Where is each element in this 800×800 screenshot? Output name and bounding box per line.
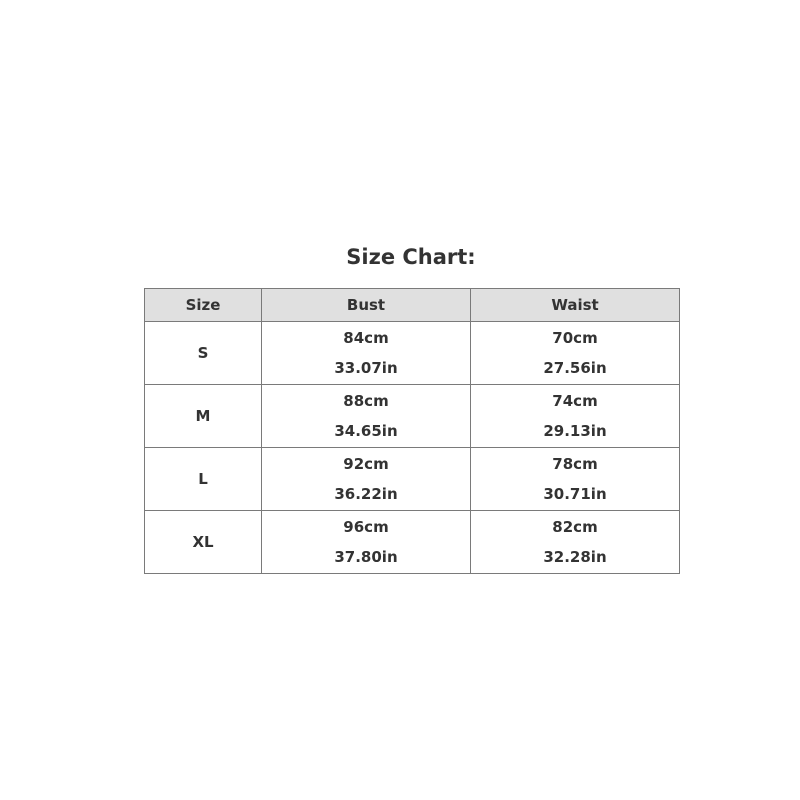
- column-header-waist: Waist: [471, 289, 680, 322]
- waist-cell: [471, 511, 680, 574]
- bust-cm-value: 84cm: [343, 329, 389, 347]
- table-header-row: [145, 289, 680, 322]
- column-header-size: Size: [145, 289, 262, 322]
- waist-in-value: 32.28in: [543, 548, 607, 566]
- size-cell: M: [145, 385, 262, 448]
- waist-in-value: 30.71in: [543, 485, 607, 503]
- column-header-bust: Bust: [262, 289, 471, 322]
- waist-cm-value: 82cm: [552, 518, 598, 536]
- page-title: Size Chart:: [346, 245, 476, 269]
- size-cell: S: [145, 322, 262, 385]
- bust-in-value: 37.80in: [334, 548, 398, 566]
- size-cell: XL: [145, 511, 262, 574]
- table-row: [145, 322, 680, 385]
- bust-in-value: 36.22in: [334, 485, 398, 503]
- waist-cell: [471, 448, 680, 511]
- waist-cell: [471, 322, 680, 385]
- size-cell: L: [145, 448, 262, 511]
- table-row: [145, 448, 680, 511]
- bust-cell: [262, 511, 471, 574]
- table-row: [145, 385, 680, 448]
- size-chart-table: [144, 288, 680, 574]
- bust-cell: [262, 448, 471, 511]
- waist-in-value: 27.56in: [543, 359, 607, 377]
- waist-cm-value: 74cm: [552, 392, 598, 410]
- bust-in-value: 33.07in: [334, 359, 398, 377]
- waist-cell: [471, 385, 680, 448]
- waist-cm-value: 70cm: [552, 329, 598, 347]
- bust-cm-value: 88cm: [343, 392, 389, 410]
- bust-cell: [262, 322, 471, 385]
- waist-cm-value: 78cm: [552, 455, 598, 473]
- bust-cell: [262, 385, 471, 448]
- table-row: [145, 511, 680, 574]
- bust-in-value: 34.65in: [334, 422, 398, 440]
- bust-cm-value: 92cm: [343, 455, 389, 473]
- waist-in-value: 29.13in: [543, 422, 607, 440]
- bust-cm-value: 96cm: [343, 518, 389, 536]
